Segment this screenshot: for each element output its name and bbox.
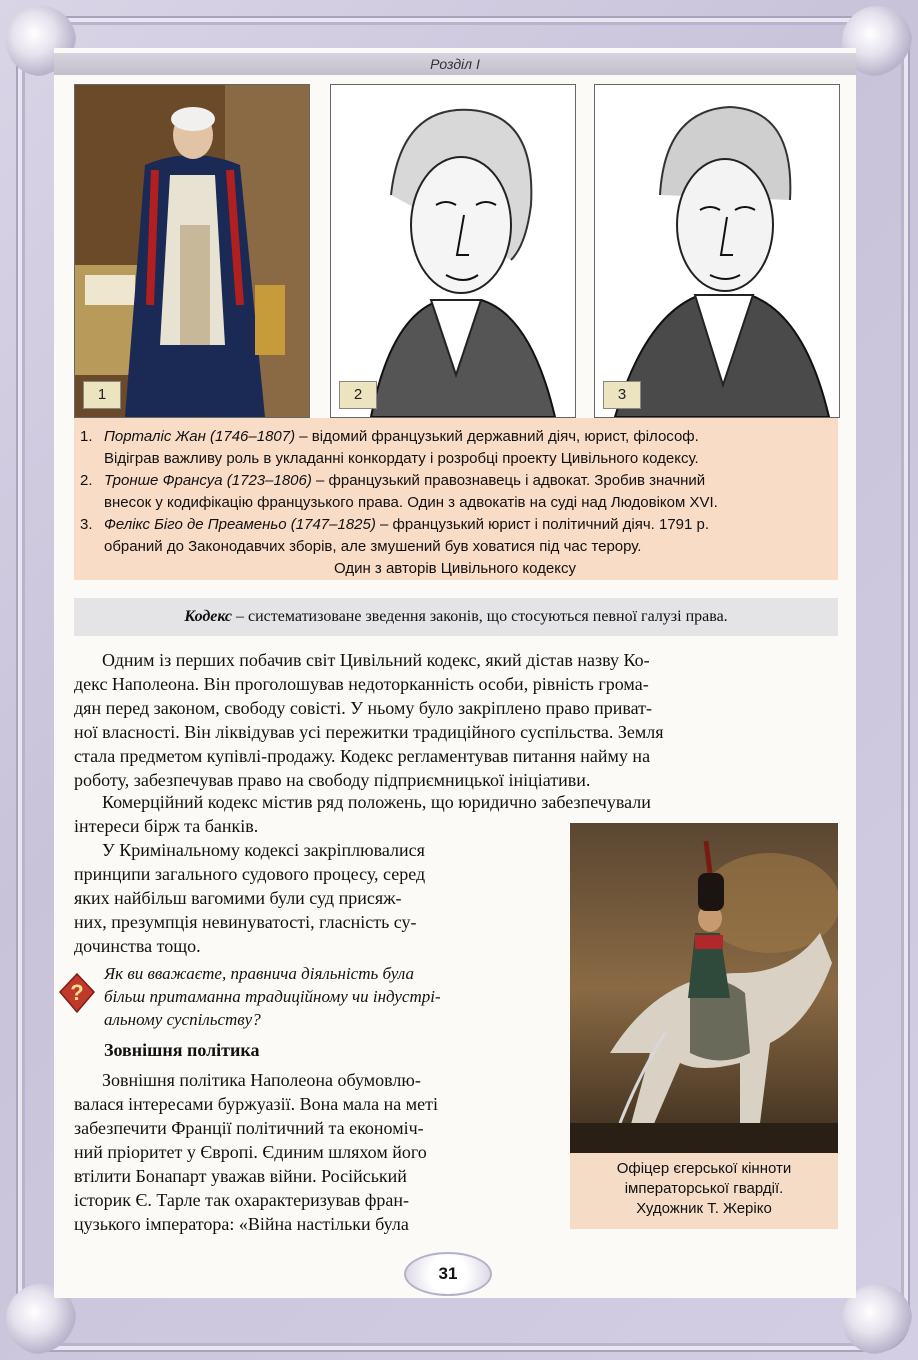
page-number: 31 <box>404 1252 492 1296</box>
painting-image <box>570 823 838 1153</box>
caption-name: Фелікс Біго де Преаменьо (1747–1825) <box>104 516 376 533</box>
definition-term: Кодекс <box>184 608 232 625</box>
paragraph-criminal-code-cont: принципи загального судового процесу, серед яких найбільш вагомими були суд присяж- них, презумпція невинуватості, гласність су- дочинства тощо. <box>74 864 426 956</box>
paragraph-foreign-policy-cont: валася інтересами буржуазії. Вона мала на меті забезпечити Франції політичний та економіч- ний пріоритет у Європі. Єдиним шляхом його втілити Бонапарт уважав війни. Російський історик Є. Тарле так охарактеризував фран- цузького імператора: «Війна настільки була <box>74 1094 438 1234</box>
painting-chasseur-officer <box>570 823 838 1153</box>
paragraph-criminal-code: У Кримінальному кодексі закріплювалися <box>102 840 425 860</box>
paragraph-civil-code-cont: декс Наполеона. Він проголошував недоторканність особи, рівність грома- дян перед законом, свободу совісті. У ньому було закріплено право приват- ної власності. Він ліквідував усі пережитки традиційного суспільства. Земля стала предметом купівлі-продажу. Кодекс регламентував питання найму на роботу, забезпечував право на свободу підприємницької ініціативи. <box>74 674 664 790</box>
caption-3: 3. Фелікс Біго де Преаменьо (1747–1825) – французький юрист і політичний діяч. 1791 р. обраний до Законодавчих зборів, але змушений був ховатися під час терору. Один з авторів Цивільного кодексу <box>80 516 710 577</box>
portrait-number: 1 <box>83 381 121 409</box>
portrait-engraving-image <box>595 85 839 417</box>
definition-box <box>74 598 838 636</box>
portrait-bigot-de-preameneu <box>594 84 840 418</box>
svg-text:?: ? <box>70 980 84 1005</box>
caption-name: Тронше Франсуа (1723–1806) <box>104 472 312 489</box>
portrait-painting-image <box>75 85 309 417</box>
portrait-tronchet <box>330 84 576 418</box>
paragraph-civil-code: Одним із перших побачив світ Цивільний кодекс, який дістав назву Ко- <box>102 650 650 670</box>
caption-name: Порталіс Жан (1746–1807) <box>104 428 296 445</box>
paragraph-commercial-code-cont: інтереси бірж та банків. <box>74 816 259 836</box>
definition-text: – систематизоване зведення законів, що стосуються певної галузі права. <box>232 608 728 625</box>
caption-2: 2. Тронше Франсуа (1723–1806) – французький правознавець і адвокат. Зробив значний внесок у кодифікацію французького права. Один з адвокатів на суді над Людовіком XVI. <box>80 472 718 511</box>
portrait-captions <box>74 418 838 580</box>
question-text: Як ви вважаєте, правнича діяльність була більш притаманна традиційному чи індустрі- альному суспільству? <box>104 964 441 1029</box>
portrait-number: 2 <box>339 381 377 409</box>
question-mark-icon <box>58 972 96 1014</box>
paragraph-commercial-code: Комерційний кодекс містив ряд положень, що юридично забезпечували <box>102 792 651 812</box>
paragraph-foreign-policy: Зовнішня політика Наполеона обумовлю- <box>102 1070 421 1090</box>
section-header: Розділ I <box>54 53 856 75</box>
portrait-engraving-image <box>331 85 575 417</box>
caption-1: 1. Порталіс Жан (1746–1807) – відомий французький державний діяч, юрист, філософ. Відіграв важливу роль в укладанні конкордату і розробці проекту Цивільного кодексу. <box>80 428 699 467</box>
portrait-number: 3 <box>603 381 641 409</box>
subheading-foreign-policy: Зовнішня політика <box>104 1040 260 1060</box>
portrait-portalis <box>74 84 310 418</box>
painting-caption: Офіцер єгерської кінноти імператорської гвардії. Художник Т. Жеріко <box>570 1153 838 1229</box>
